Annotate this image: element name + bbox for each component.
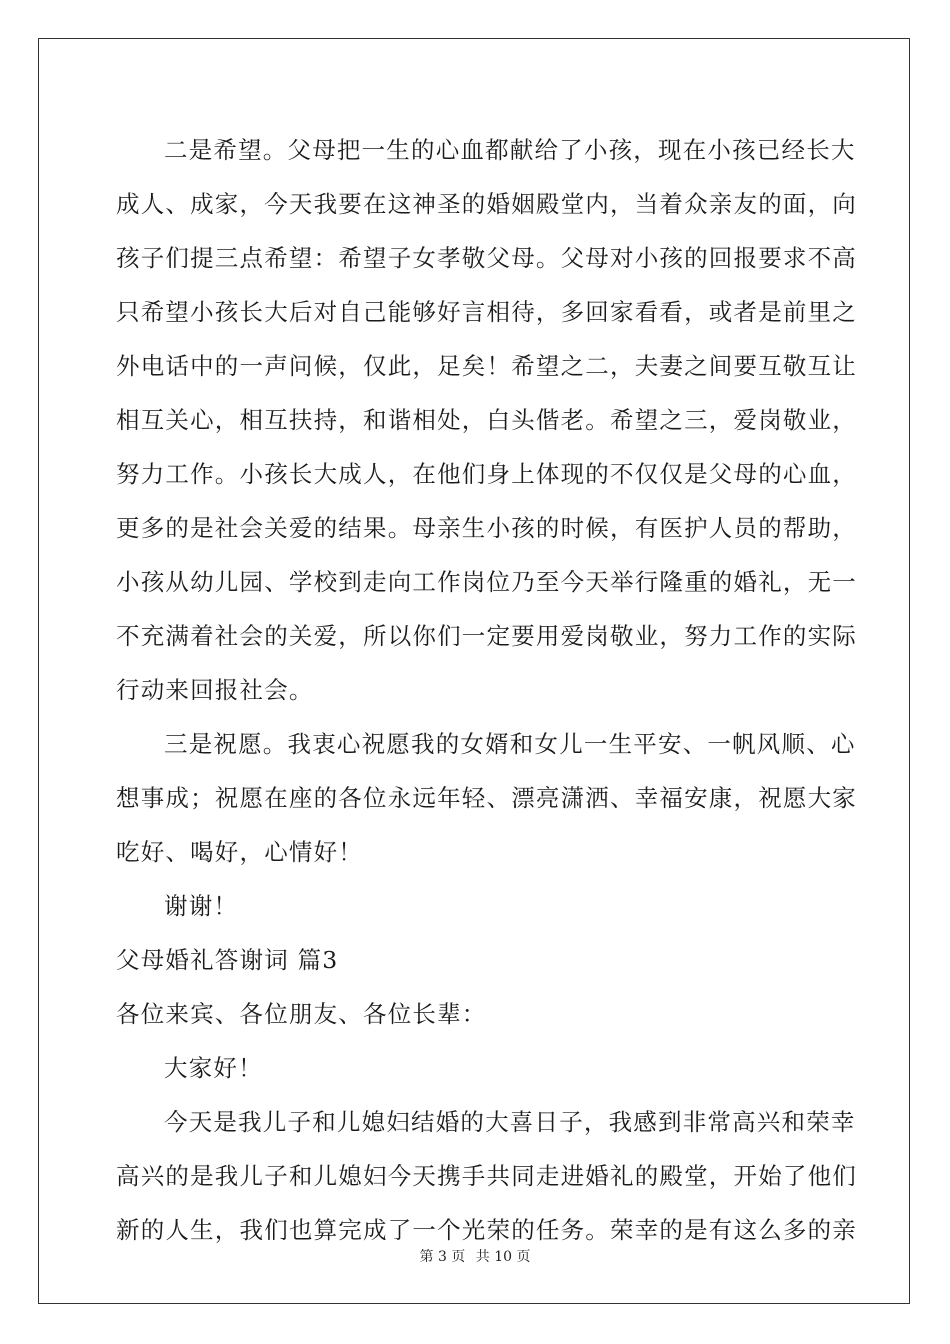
page-footer: [0, 1246, 950, 1266]
paragraph-line: 吃好、喝好，心情好！: [116, 838, 363, 866]
paragraph-line: 外电话中的一声问候，仅此，足矣！希望之二，夫妻之间要互敬互让: [116, 352, 857, 380]
paragraph-line: 成人、成家，今天我要在这神圣的婚姻殿堂内，当着众亲友的面，向: [116, 190, 857, 218]
paragraph-line: 孩子们提三点希望：希望子女孝敬父母。父母对小孩的回报要求不高: [116, 244, 857, 272]
paragraph-line: 想事成；祝愿在座的各位永远年轻、漂亮潇洒、幸福安康，祝愿大家: [116, 784, 857, 812]
paragraph-line: 今天是我儿子和儿媳妇结婚的大喜日子，我感到非常高兴和荣幸: [164, 1108, 856, 1136]
paragraph-line: 不充满着社会的关爱，所以你们一定要用爱岗敬业，努力工作的实际: [116, 622, 857, 650]
paragraph-line: 努力工作。小孩长大成人，在他们身上体现的不仅仅是父母的心血，: [116, 460, 857, 488]
paragraph-line: 相互关心，相互扶持，和谐相处，白头偕老。希望之三，爱岗敬业，: [116, 406, 857, 434]
salutation: 各位来宾、各位朋友、各位长辈：: [116, 1000, 487, 1028]
paragraph-line: 二是希望。父母把一生的心血都献给了小孩，现在小孩已经长大: [164, 136, 856, 164]
paragraph-line: 新的人生，我们也算完成了一个光荣的任务。荣幸的是有这么多的亲: [116, 1216, 857, 1244]
page-total: 共 10 页: [475, 1249, 531, 1265]
paragraph-line: 高兴的是我儿子和儿媳妇今天携手共同走进婚礼的殿堂，开始了他们: [116, 1162, 857, 1190]
page-number: 第 3 页: [419, 1249, 466, 1265]
greeting: 大家好！: [164, 1054, 263, 1082]
paragraph-line: 行动来回报社会。: [116, 676, 314, 704]
paragraph-line: 三是祝愿。我衷心祝愿我的女婿和女儿一生平安、一帆风顺、心: [164, 730, 856, 758]
paragraph-line: 小孩从幼儿园、学校到走向工作岗位乃至今天举行隆重的婚礼，无一: [116, 568, 857, 596]
paragraph-line: 谢谢！: [164, 892, 239, 920]
section-heading: 父母婚礼答谢词 篇3: [116, 946, 339, 974]
paragraph-line: 更多的是社会关爱的结果。母亲生小孩的时候，有医护人员的帮助，: [116, 514, 857, 542]
paragraph-line: 只希望小孩长大后对自己能够好言相待，多回家看看，或者是前里之: [116, 298, 857, 326]
